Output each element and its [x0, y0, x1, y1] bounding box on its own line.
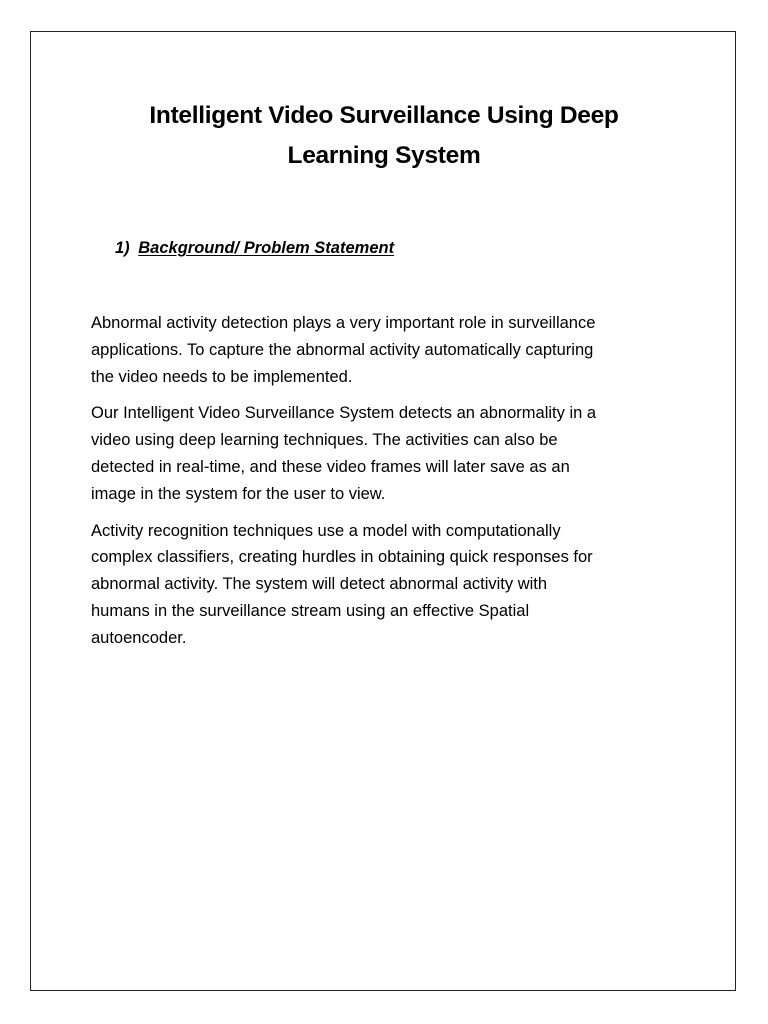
paragraph-line: Our Intelligent Video Surveillance System detects an abnormality in a	[91, 404, 597, 423]
paragraph-line: applications. To capture the abnormal activity automatically capturing	[91, 340, 594, 359]
paragraph-line: Abnormal activity detection plays a very important role in surveillance	[91, 314, 596, 332]
paragraph-2	[91, 400, 691, 507]
title-line: Intelligent Video Surveillance Using Deep	[149, 102, 619, 129]
paragraph-line: autoencoder.	[91, 628, 187, 647]
document-body	[91, 310, 691, 662]
title-line: Learning System	[287, 142, 481, 169]
paragraph-1	[91, 310, 691, 390]
paragraph-line: video using deep learning techniques. The activities can also be	[91, 431, 558, 450]
paragraph-line: detected in real-time, and these video frames will later save as an	[91, 457, 570, 476]
section-number: 1)	[115, 239, 130, 257]
section-heading	[115, 236, 394, 260]
document-page	[30, 31, 736, 991]
paragraph-line: complex classifiers, creating hurdles in obtaining quick responses for	[91, 548, 593, 567]
paragraph-line: Activity recognition techniques use a model with computationally	[91, 521, 561, 540]
paragraph-line: humans in the surveillance stream using an effective Spatial	[91, 601, 530, 620]
document-title	[31, 96, 737, 176]
paragraph-line: the video needs to be implemented.	[91, 367, 353, 386]
paragraph-line: abnormal activity. The system will detect abnormal activity with	[91, 575, 548, 594]
section-heading-text: Background/ Problem Statement	[138, 239, 395, 257]
paragraph-3	[91, 518, 691, 652]
paragraph-line: image in the system for the user to view.	[91, 484, 386, 503]
